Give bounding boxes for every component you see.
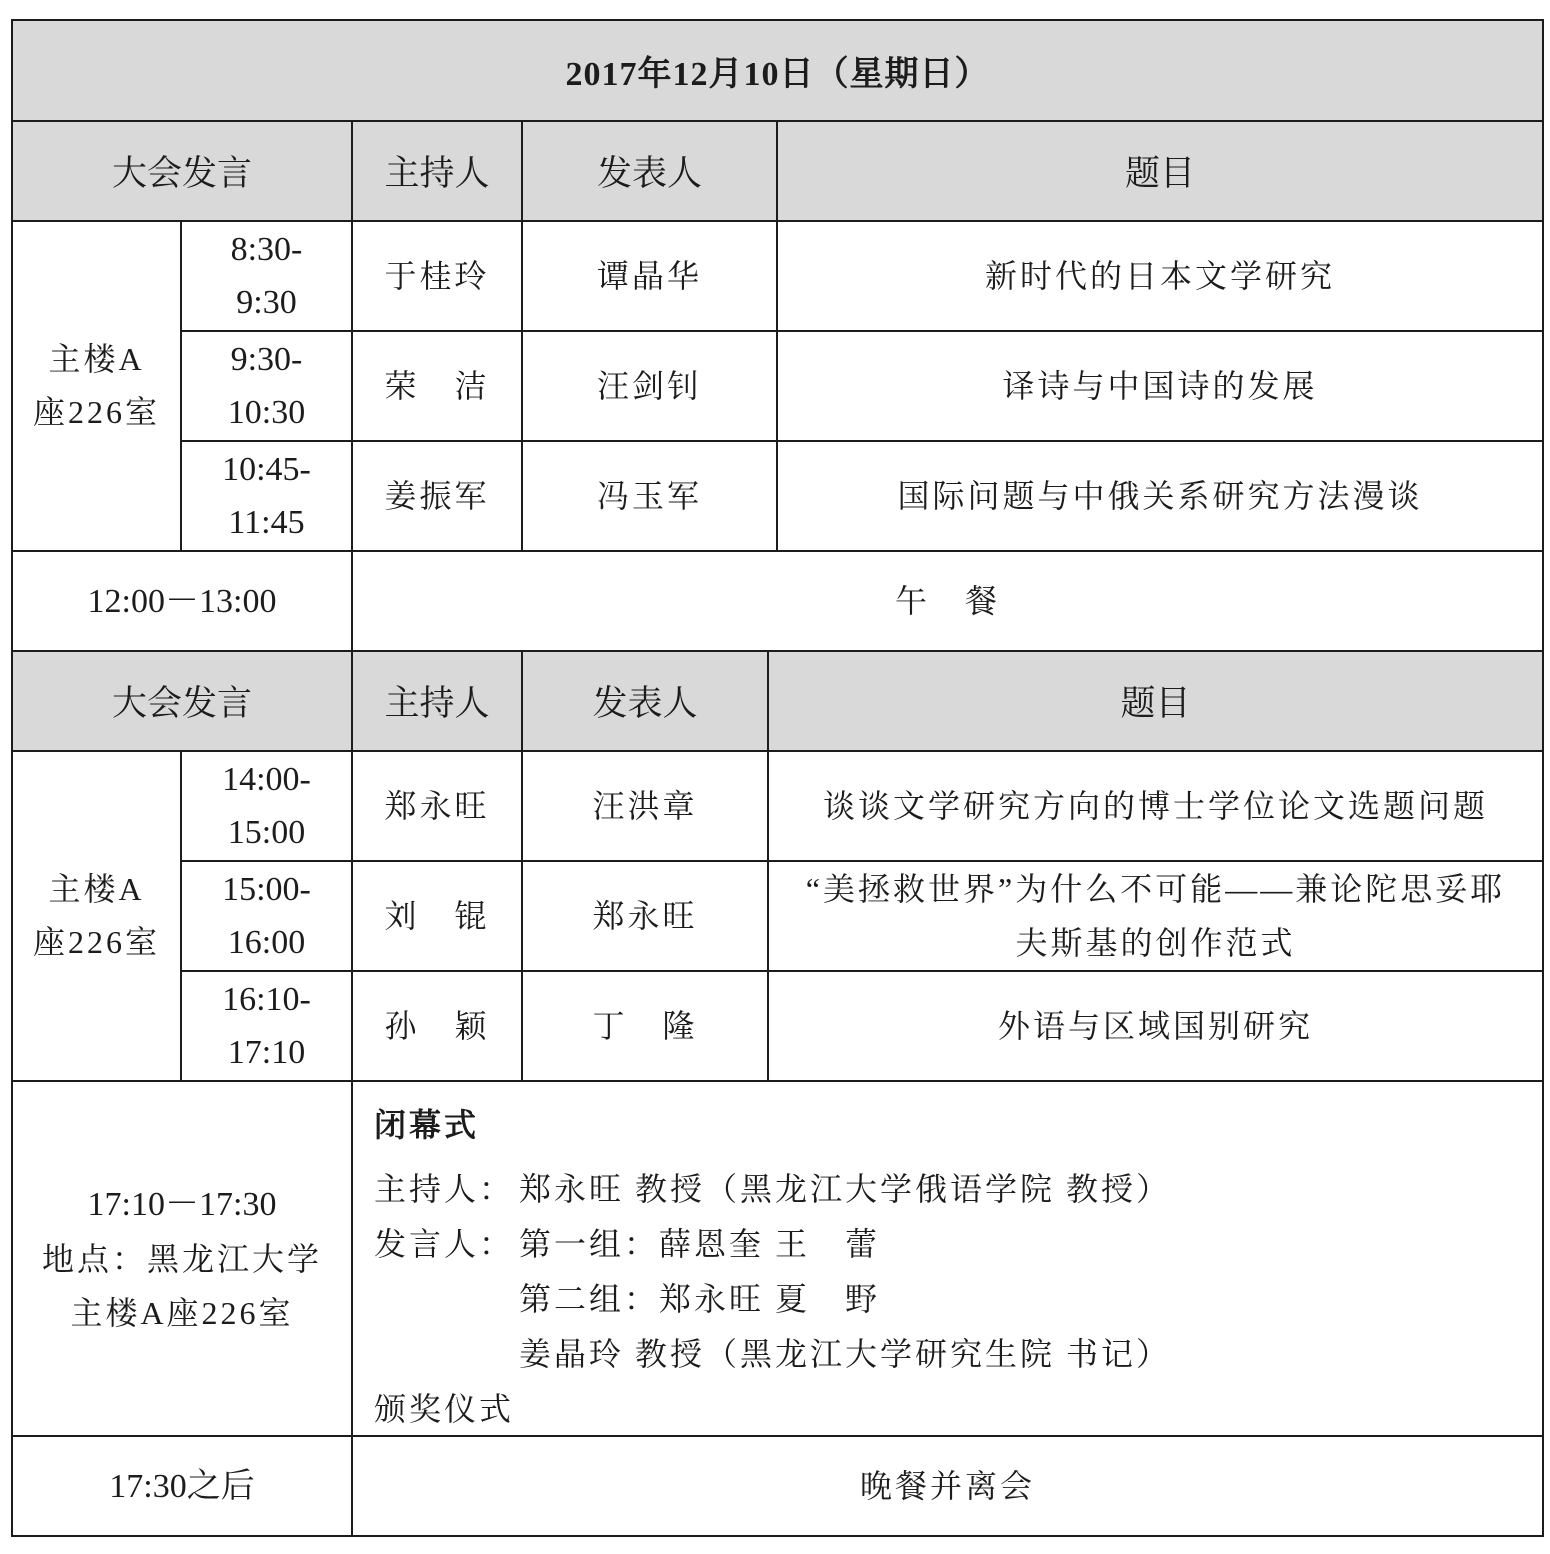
session-speaker: 谭晶华: [523, 222, 778, 332]
time-end: 11:45: [228, 504, 305, 541]
session-time: [182, 862, 353, 972]
header-topic: 题目: [769, 652, 1544, 752]
closing-host-line: [374, 1162, 1171, 1217]
session-topic: 新时代的日本文学研究: [778, 222, 1544, 332]
closing-time: 17:10－17:30: [87, 1185, 277, 1223]
session-speaker: 汪剑钊: [523, 332, 778, 442]
time-start: 16:10-: [222, 981, 311, 1018]
time-start: 10:45-: [222, 451, 311, 488]
session-topic: 外语与区域国别研究: [769, 972, 1544, 1082]
time-end: 10:30: [227, 394, 306, 431]
time-end: 17:10: [227, 1034, 306, 1071]
session-host: 郑永旺: [353, 752, 523, 862]
lunch-label: 午 餐: [353, 552, 1544, 652]
date-header: 2017年12月10日（星期日）: [13, 21, 1544, 122]
closing-speakers-label: 发言人：: [374, 1226, 515, 1262]
venue-line: 主楼A: [48, 341, 145, 377]
session-topic: “美拯救世界”为什么不可能——兼论陀思妥耶夫斯基的创作范式: [769, 862, 1544, 972]
session-topic: 谈谈文学研究方向的博士学位论文选题问题: [769, 752, 1544, 862]
closing-speaker-group: 第二组：郑永旺 夏 野: [519, 1281, 881, 1317]
session-speaker: 丁 隆: [523, 972, 769, 1082]
session-host: 孙 颖: [353, 972, 523, 1082]
time-start: 14:00-: [222, 761, 311, 798]
venue-line: 主楼A: [48, 871, 145, 907]
header-speaker: 发表人: [523, 652, 769, 752]
session-time: [182, 752, 353, 862]
session-speaker: 郑永旺: [523, 862, 769, 972]
dinner-time: 17:30之后: [13, 1437, 353, 1537]
session-host: 荣 洁: [353, 332, 523, 442]
closing-host: 郑永旺 教授（黑龙江大学俄语学院 教授）: [519, 1171, 1172, 1207]
session-speaker: 汪洪章: [523, 752, 769, 862]
closing-speaker-group: 第一组：薛恩奎 王 蕾: [519, 1226, 881, 1262]
closing-row: [13, 1082, 1544, 1437]
session-speaker: 冯玉军: [523, 442, 778, 552]
session-host: 刘 锟: [353, 862, 523, 972]
closing-host-label: 主持人：: [374, 1171, 515, 1207]
closing-details: [353, 1082, 1544, 1437]
closing-place: 地点：黑龙江大学: [41, 1240, 322, 1277]
dinner-label: 晚餐并离会: [353, 1437, 1544, 1537]
venue-cell: [13, 222, 182, 552]
header-session: 大会发言: [13, 122, 353, 222]
time-end: 16:00: [227, 924, 306, 961]
session-time: [182, 332, 353, 442]
session-topic: 国际问题与中俄关系研究方法漫谈: [778, 442, 1544, 552]
header-host: 主持人: [353, 652, 523, 752]
session-time: [182, 442, 353, 552]
time-start: 15:00-: [222, 871, 311, 908]
schedule-table: [11, 19, 1544, 1537]
header-speaker: 发表人: [523, 122, 778, 222]
closing-speakers-line: [374, 1327, 1171, 1382]
closing-award: 颁奖仪式: [374, 1391, 515, 1427]
lunch-time: 12:00－13:00: [13, 552, 353, 652]
dinner-row: [13, 1437, 1544, 1537]
venue-line: 座226室: [32, 924, 160, 960]
header-session: 大会发言: [13, 652, 353, 752]
afternoon-session-block: [13, 652, 1544, 1082]
time-end: 9:30: [236, 284, 297, 321]
closing-room: 主楼A座226室: [70, 1294, 294, 1331]
venue-line: 座226室: [32, 394, 160, 430]
header-topic: 题目: [778, 122, 1544, 222]
closing-time-place: [13, 1082, 353, 1437]
morning-session-block: [13, 122, 1544, 552]
closing-title: 闭幕式: [374, 1107, 480, 1143]
closing-speaker-group: 姜晶玲 教授（黑龙江大学研究生院 书记）: [519, 1336, 1172, 1372]
time-end: 15:00: [227, 814, 306, 851]
session-host: 姜振军: [353, 442, 523, 552]
closing-speakers-line: [374, 1217, 880, 1272]
session-time: [182, 222, 353, 332]
header-host: 主持人: [353, 122, 523, 222]
lunch-row: [13, 552, 1544, 652]
session-host: 于桂玲: [353, 222, 523, 332]
session-time: [182, 972, 353, 1082]
date-header-row: [13, 21, 1544, 122]
time-start: 9:30-: [230, 341, 303, 378]
venue-cell: [13, 752, 182, 1082]
session-topic: 译诗与中国诗的发展: [778, 332, 1544, 442]
closing-speakers-line: [374, 1272, 880, 1327]
time-start: 8:30-: [230, 231, 303, 268]
